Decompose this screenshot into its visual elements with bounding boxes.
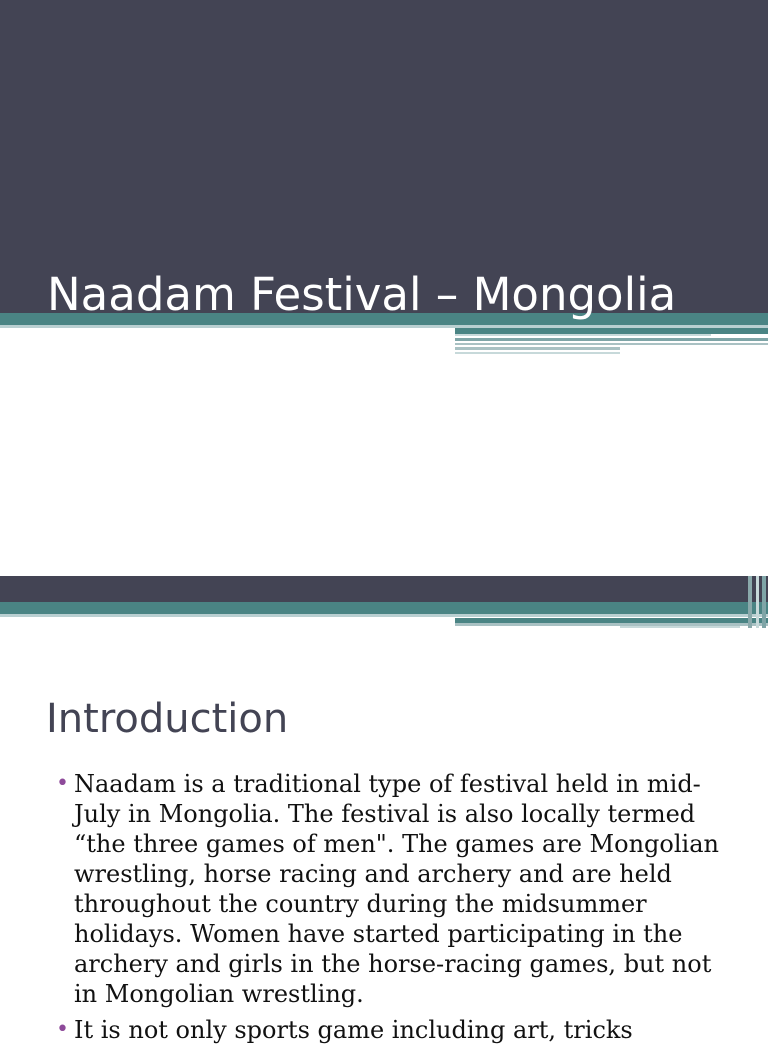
list-item <box>56 1015 724 1045</box>
bullet-icon: • <box>56 1017 69 1042</box>
light-accent-bar <box>0 614 768 617</box>
bullet-text: It is not only sports game including art, tricks <box>74 1016 633 1044</box>
bullet-list <box>56 769 724 1051</box>
accent-stripe <box>455 347 620 350</box>
accent-stripe <box>455 352 620 354</box>
content-slide <box>0 576 768 1044</box>
accent-stripe <box>455 334 711 336</box>
section-title: Introduction <box>46 696 289 742</box>
slide-title: Naadam Festival – Mongolia <box>47 268 677 321</box>
edge-stripe <box>756 576 759 628</box>
edge-stripe <box>762 576 766 628</box>
accent-stripe <box>620 626 740 628</box>
bullet-text: Naadam is a traditional type of festival held in mid-July in Mongolia. The festival is also locally termed “the three games of men". The games are Mongolian wrestling, horse racing and archery and are held throughout the country during the midsummer holidays. Women have started participating in the archery and girls in the horse-racing games, but not in Mongolian wrestling. <box>74 770 719 1008</box>
accent-stripe <box>455 338 768 341</box>
accent-stripe <box>455 343 768 345</box>
bullet-icon: • <box>56 771 69 796</box>
list-item <box>56 769 724 1009</box>
teal-accent-bar <box>0 602 768 614</box>
content-header-band <box>0 576 768 602</box>
edge-stripe <box>748 576 752 628</box>
